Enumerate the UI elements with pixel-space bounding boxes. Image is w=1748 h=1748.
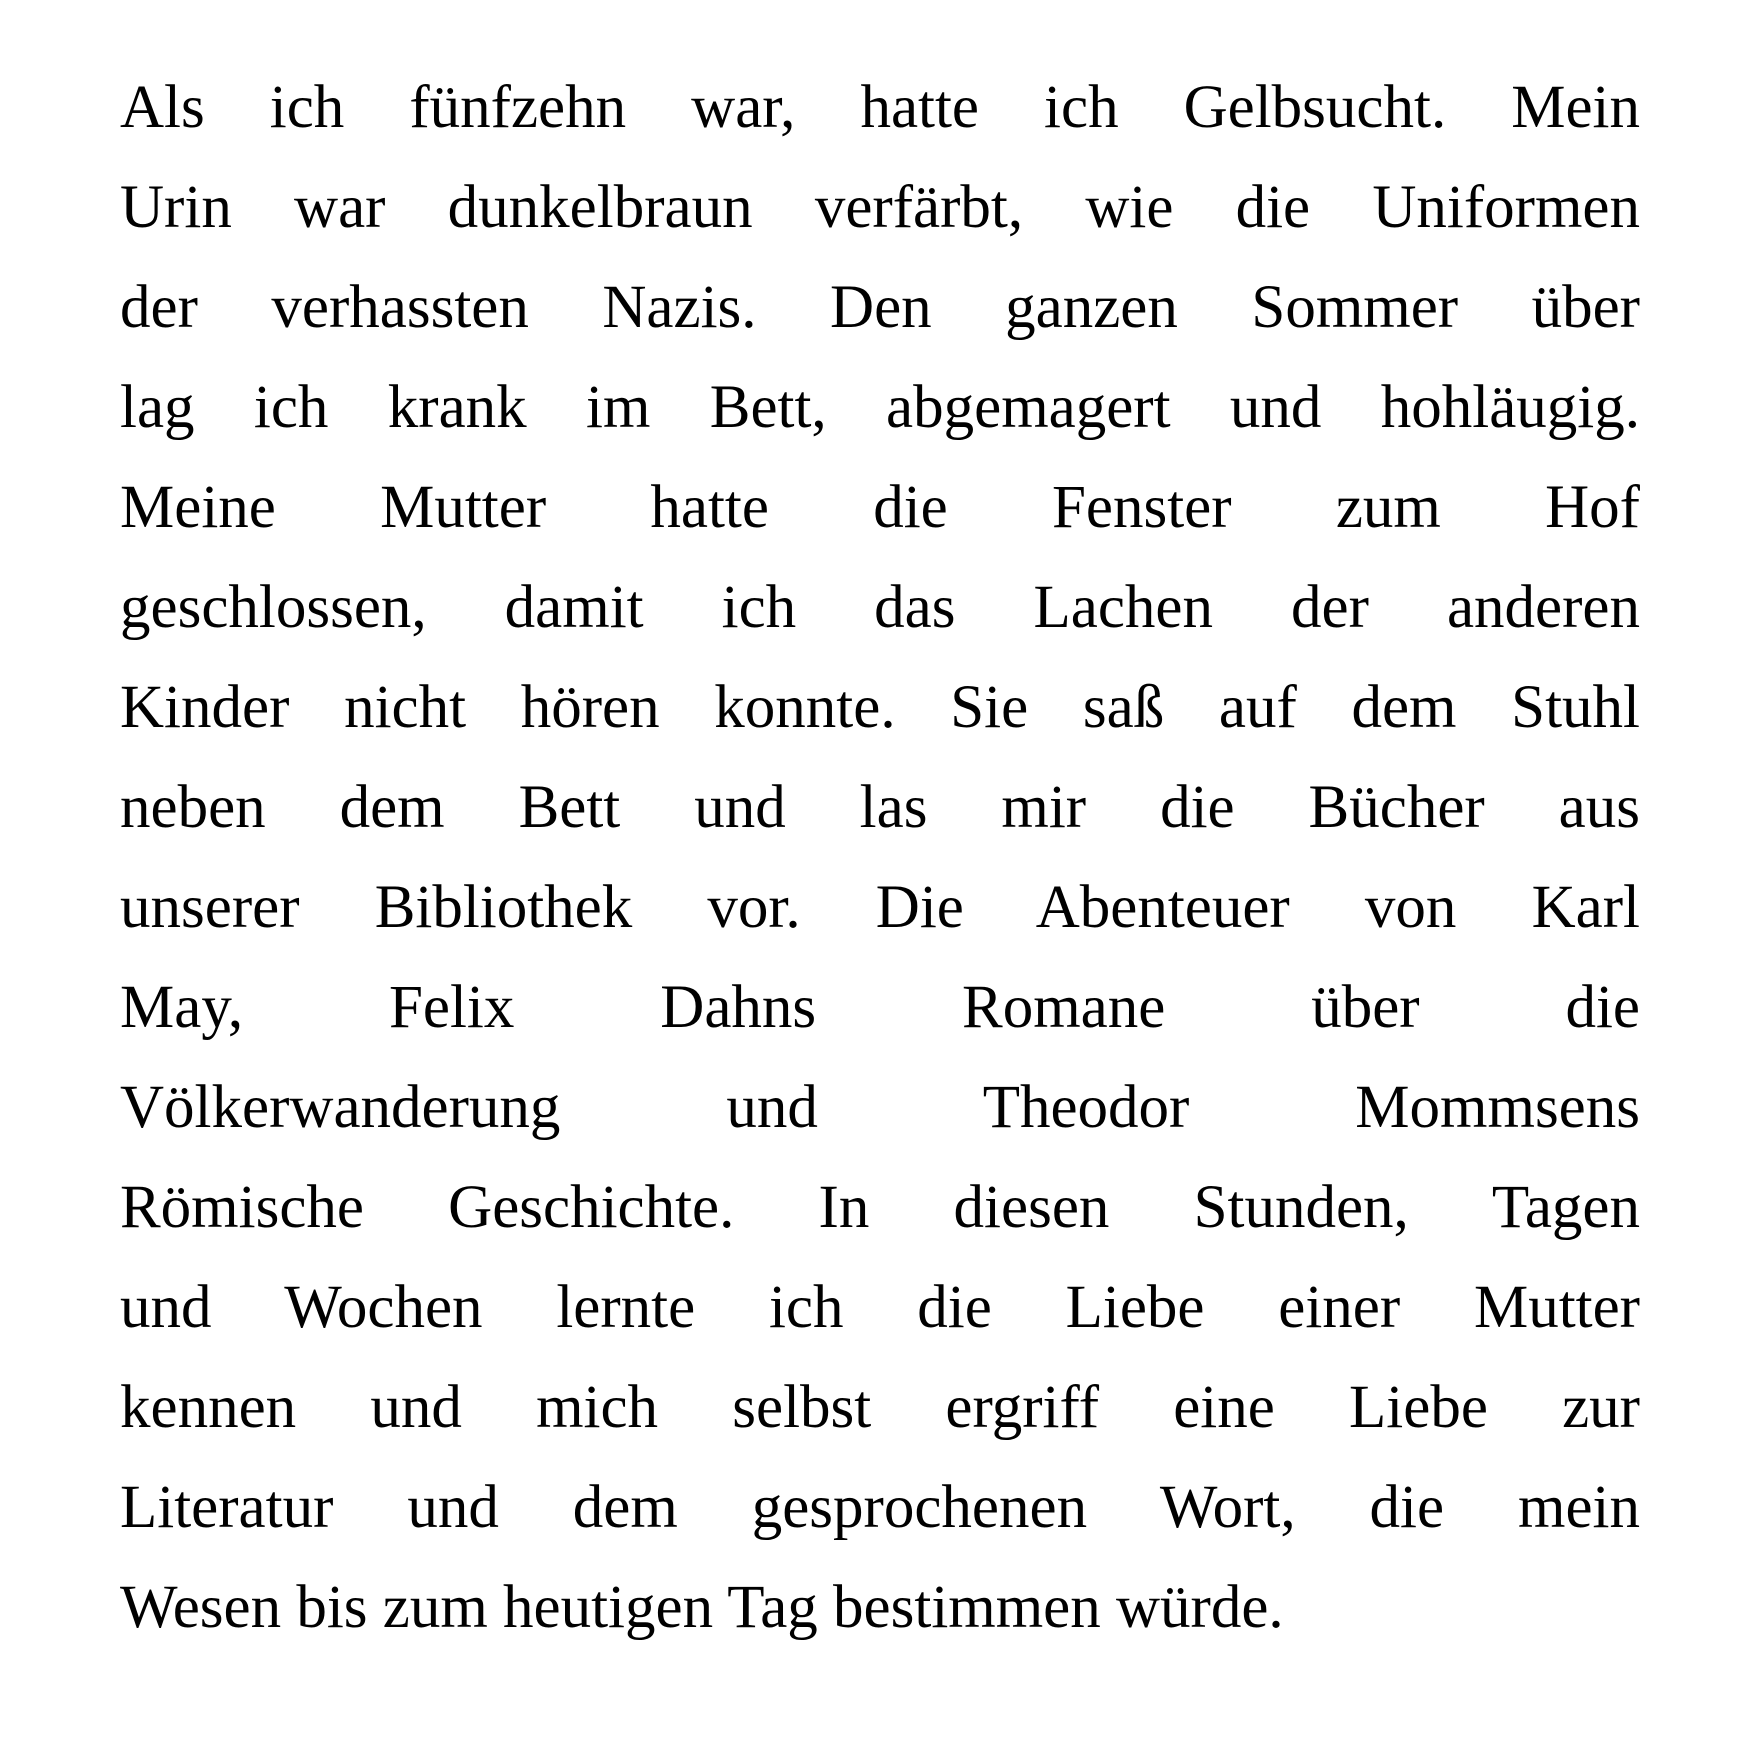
text-line-12: Römische Geschichte. In diesen Stunden, Tagen bbox=[120, 1174, 1640, 1241]
text-line-16: Wesen bis zum heutigen Tag bestimmen würde. bbox=[120, 1574, 1284, 1641]
text-line-14: kennen und mich selbst ergriff eine Liebe zur bbox=[120, 1374, 1640, 1441]
text-line-5: Meine Mutter hatte die Fenster zum Hof bbox=[120, 474, 1640, 541]
text-line-7: Kinder nicht hören konnte. Sie saß auf dem Stuhl bbox=[120, 674, 1640, 741]
text-line-13: und Wochen lernte ich die Liebe einer Mutter bbox=[120, 1274, 1640, 1341]
text-line-9: unserer Bibliothek vor. Die Abenteuer von Karl bbox=[120, 874, 1640, 941]
text-line-2: Urin war dunkelbraun verfärbt, wie die Uniformen bbox=[120, 174, 1640, 241]
text-line-11: Völkerwanderung und Theodor Mommsens bbox=[120, 1074, 1640, 1141]
text-line-10: May, Felix Dahns Romane über die bbox=[120, 974, 1640, 1041]
text-line-6: geschlossen, damit ich das Lachen der anderen bbox=[120, 574, 1640, 641]
text-line-4: lag ich krank im Bett, abgemagert und hohläugig. bbox=[120, 374, 1640, 441]
body-paragraph bbox=[120, 58, 1640, 1658]
text-line-3: der verhassten Nazis. Den ganzen Sommer über bbox=[120, 274, 1640, 341]
text-line-1: Als ich fünfzehn war, hatte ich Gelbsucht. Mein bbox=[120, 74, 1640, 141]
text-line-15: Literatur und dem gesprochenen Wort, die mein bbox=[120, 1474, 1640, 1541]
text-line-8: neben dem Bett und las mir die Bücher aus bbox=[120, 774, 1640, 841]
